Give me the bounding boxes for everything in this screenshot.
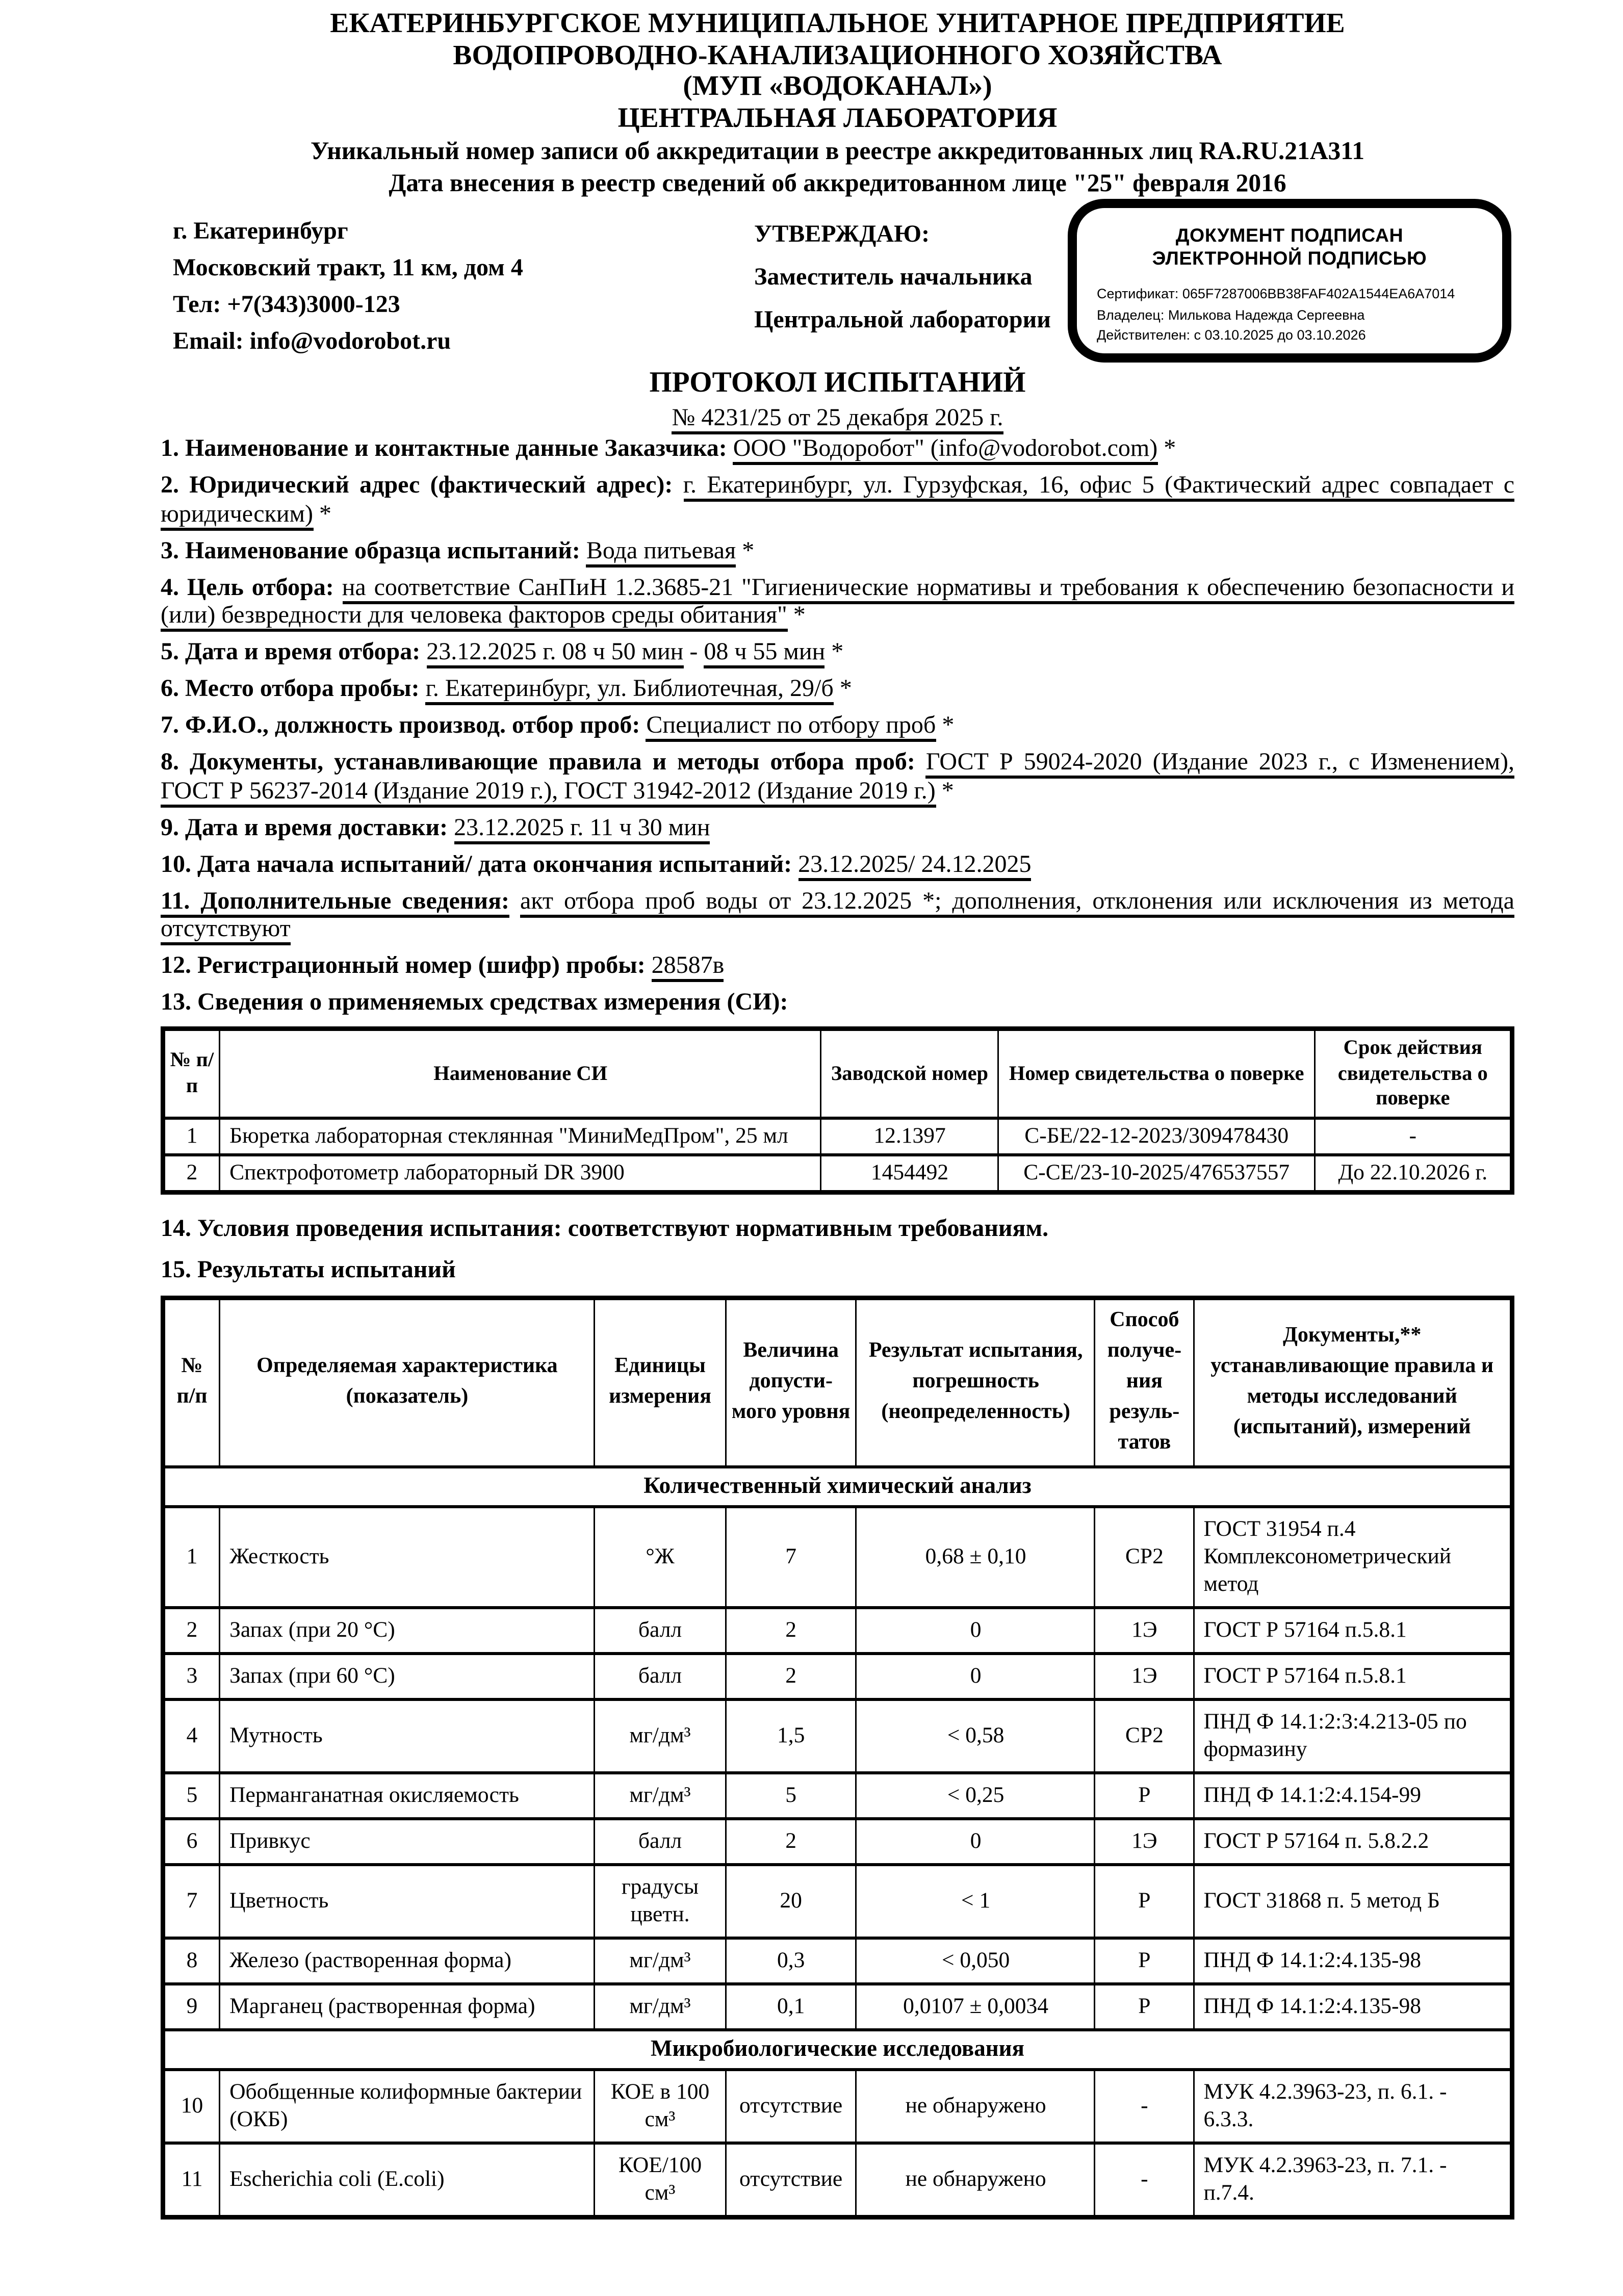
cell: МУК 4.2.3963-23, п. 6.1. - 6.3.3. xyxy=(1194,2069,1512,2143)
item-label: 10. Дата начала испытаний/ дата окончания испытаний: xyxy=(161,851,792,878)
cell: КОЕ/100 см³ xyxy=(595,2143,726,2217)
cell: 3 xyxy=(163,1653,220,1699)
item-value: Специалист по отбору проб xyxy=(646,713,936,742)
cell: Р xyxy=(1095,1772,1194,1818)
cell: градусы цветн. xyxy=(595,1864,726,1938)
cell: Цветность xyxy=(220,1864,595,1938)
stamp-title-line2: ЭЛЕКТРОННОЙ ПОДПИСЬЮ xyxy=(1152,248,1427,269)
item-suffix: * xyxy=(787,603,806,629)
cell: Запах (при 60 °С) xyxy=(220,1653,595,1699)
item-11 xyxy=(161,888,1514,945)
cell: 0 xyxy=(856,1818,1095,1864)
results-table xyxy=(161,1295,1514,2219)
cell: Обобщенные колиформные бактерии (ОКБ) xyxy=(220,2069,595,2143)
item-label: 5. Дата и время отбора: xyxy=(161,639,421,665)
lab-contacts xyxy=(173,214,523,361)
cell: СР2 xyxy=(1095,1506,1194,1607)
cell: КОЕ в 100 см³ xyxy=(595,2069,726,2143)
cell: 1Э xyxy=(1095,1607,1194,1653)
cell: 2 xyxy=(163,1154,220,1192)
stamp-title-line1: ДОКУМЕНТ ПОДПИСАН xyxy=(1175,225,1404,246)
cell: 9 xyxy=(163,1983,220,2029)
cell: °Ж xyxy=(595,1506,726,1607)
item-suffix: * xyxy=(1157,436,1176,462)
section-microbiology xyxy=(163,2029,1512,2069)
cell: 6 xyxy=(163,1818,220,1864)
cell: Бюретка лабораторная стеклянная "МиниМедПром", 25 мл xyxy=(220,1118,821,1154)
cell: - xyxy=(1315,1118,1512,1154)
cell: Р xyxy=(1095,1864,1194,1938)
cell: С-СЕ/23-10-2025/476537557 xyxy=(998,1154,1315,1192)
cell: 10 xyxy=(163,2069,220,2143)
results-header-units: Единицы измерения xyxy=(595,1297,726,1466)
cell: 11 xyxy=(163,2143,220,2217)
numbered-items xyxy=(161,436,1514,1018)
cell: 1,5 xyxy=(726,1699,857,1772)
accreditation-number-line: Уникальный номер записи об аккредитации в реестре аккредитованных лиц RA.RU.21A311 xyxy=(310,136,1365,165)
item-label: 13. Сведения о применяемых средствах измерения (СИ): xyxy=(161,990,788,1016)
cell: 8 xyxy=(163,1938,220,1983)
cell: - xyxy=(1095,2143,1194,2217)
cell: Жесткость xyxy=(220,1506,595,1607)
accreditation-date-line: Дата внесения в реестр сведений об аккредитованном лице "25" февраля 2016 xyxy=(389,168,1286,197)
item-7 xyxy=(161,713,1514,741)
cell: балл xyxy=(595,1818,726,1864)
cell: мг/дм³ xyxy=(595,1983,726,2029)
cell: < 0,58 xyxy=(856,1699,1095,1772)
cell: отсутствие xyxy=(726,2069,857,2143)
item-value: 23.12.2025 г. 08 ч 50 мин xyxy=(426,639,683,668)
cell: 2 xyxy=(726,1653,857,1699)
cell: ГОСТ 31954 п.4 Комплексонометрический метод xyxy=(1194,1506,1512,1607)
approval-block xyxy=(754,214,1051,343)
approval-word: УТВЕРЖДАЮ: xyxy=(754,222,930,248)
result-row xyxy=(163,1983,1512,2029)
item-value: ГОСТ Р 59024-2020 (Издание 2023 г., с Изменением), ГОСТ Р 56237-2014 (Издание 2019 г.), ГОСТ 31942-2012 (Издание 2019 г.) xyxy=(161,750,1514,807)
cell: Перманганатная окисляемость xyxy=(220,1772,595,1818)
cell: 4 xyxy=(163,1699,220,1772)
cell: не обнаружено xyxy=(856,2143,1095,2217)
cell: < 0,050 xyxy=(856,1938,1095,1983)
item-suffix: * xyxy=(825,639,844,665)
result-row xyxy=(163,1653,1512,1699)
cell: 7 xyxy=(163,1864,220,1938)
cell: 2 xyxy=(726,1818,857,1864)
stamp-owner: Владелец: Милькова Надежда Сергеевна xyxy=(1097,306,1365,322)
item-13 xyxy=(161,990,1514,1018)
cell: 1 xyxy=(163,1118,220,1154)
result-row xyxy=(163,1938,1512,1983)
approver-position-line2: Центральной лаборатории xyxy=(754,307,1051,333)
org-name-line3: (МУП «ВОДОКАНАЛ») xyxy=(683,72,992,102)
cell: Привкус xyxy=(220,1818,595,1864)
stamp-details xyxy=(1097,285,1482,347)
cell: 1Э xyxy=(1095,1653,1194,1699)
item-value: г. Екатеринбург, ул. Библиотечная, 29/б xyxy=(426,676,834,705)
si-header-name: Наименование СИ xyxy=(220,1029,821,1118)
item-value: Вода питьевая xyxy=(586,538,736,567)
cell: Спектрофотометр лабораторный DR 3900 xyxy=(220,1154,821,1192)
cell: отсутствие xyxy=(726,2143,857,2217)
item-value: г. Екатеринбург, ул. Гурзуфская, 16, офис 5 (Фактический адрес совпадает с юридическим) xyxy=(161,473,1514,530)
cell: ГОСТ Р 57164 п.5.8.1 xyxy=(1194,1653,1512,1699)
cell: 0,1 xyxy=(726,1983,857,2029)
cell: ПНД Ф 14.1:2:3:4.213-05 по формазину xyxy=(1194,1699,1512,1772)
cell: не обнаружено xyxy=(856,2069,1095,2143)
result-row xyxy=(163,1506,1512,1607)
cell: < 0,25 xyxy=(856,1772,1095,1818)
header-zone xyxy=(161,199,1514,436)
approver-position-line1: Заместитель начальника xyxy=(754,265,1033,291)
stamp-certificate: Сертификат: 065F7287006BB38FAF402A1544EA6A7014 xyxy=(1097,286,1455,301)
cell: 2 xyxy=(726,1607,857,1653)
cell: 0,0107 ± 0,0034 xyxy=(856,1983,1095,2029)
item-suffix: * xyxy=(935,778,954,804)
item-6 xyxy=(161,676,1514,705)
cell: Запах (при 20 °С) xyxy=(220,1607,595,1653)
item-1 xyxy=(161,436,1514,465)
cell: мг/дм³ xyxy=(595,1772,726,1818)
item-value: 23.12.2025/ 24.12.2025 xyxy=(798,852,1031,881)
lab-name: ЦЕНТРАЛЬНАЯ ЛАБОРАТОРИЯ xyxy=(617,103,1058,134)
cell: Р xyxy=(1095,1983,1194,2029)
cell: Марганец (растворенная форма) xyxy=(220,1983,595,2029)
item-suffix: * xyxy=(736,537,755,564)
contact-phone: Тел: +7(343)3000-123 xyxy=(173,292,400,318)
cell: мг/дм³ xyxy=(595,1699,726,1772)
result-row xyxy=(163,1607,1512,1653)
org-name-line1: ЕКАТЕРИНБУРГСКОЕ МУНИЦИПАЛЬНОЕ УНИТАРНОЕ ПРЕДПРИЯТИЕ xyxy=(330,9,1345,40)
cell: 0 xyxy=(856,1607,1095,1653)
protocol-number xyxy=(161,405,1514,433)
cell: 1 xyxy=(163,1506,220,1607)
item-suffix: * xyxy=(833,676,852,702)
si-table-row xyxy=(163,1118,1512,1154)
cell: 2 xyxy=(163,1607,220,1653)
cell: ГОСТ Р 57164 п. 5.8.2.2 xyxy=(1194,1818,1512,1864)
item-15: 15. Результаты испытаний xyxy=(161,1256,456,1283)
cell: 20 xyxy=(726,1864,857,1938)
cell: ГОСТ 31868 п. 5 метод Б xyxy=(1194,1864,1512,1938)
cell: балл xyxy=(595,1607,726,1653)
section-title: Количественный химический анализ xyxy=(163,1466,1512,1506)
result-row xyxy=(163,1699,1512,1772)
item-label: 7. Ф.И.О., должность производ. отбор проб: xyxy=(161,713,640,739)
item-value2: 08 ч 55 мин xyxy=(704,639,825,668)
section-chemical xyxy=(163,1466,1512,1506)
results-header-row xyxy=(163,1297,1512,1466)
cell: СР2 xyxy=(1095,1699,1194,1772)
cell: 5 xyxy=(726,1772,857,1818)
cell: - xyxy=(1095,2069,1194,2143)
cell: 0,68 ± 0,10 xyxy=(856,1506,1095,1607)
item-label: 4. Цель отбора: xyxy=(161,574,334,601)
cell: Escherichia coli (E.coli) xyxy=(220,2143,595,2217)
si-header-cert: Номер свидетельства о поверке xyxy=(998,1029,1315,1118)
cell: До 22.10.2026 г. xyxy=(1315,1154,1512,1192)
result-row xyxy=(163,1864,1512,1938)
section-title: Микробиологические исследования xyxy=(163,2029,1512,2069)
item-label: 3. Наименование образца испытаний: xyxy=(161,537,580,564)
stamp-title xyxy=(1077,225,1502,271)
item-4 xyxy=(161,575,1514,631)
results-header-documents: Документы,** устанавливающие правила и методы исследований (испытаний), измерений xyxy=(1194,1297,1512,1466)
item-value: акт отбора проб воды от 23.12.2025 *; дополнения, отклонения или исключения из метода отсутствуют xyxy=(161,888,1514,946)
result-row xyxy=(163,1818,1512,1864)
cell: 1Э xyxy=(1095,1818,1194,1864)
cell: 1454492 xyxy=(821,1154,998,1192)
cell: Мутность xyxy=(220,1699,595,1772)
cell: < 1 xyxy=(856,1864,1095,1938)
cell: Р xyxy=(1095,1938,1194,1983)
cell: ГОСТ Р 57164 п.5.8.1 xyxy=(1194,1607,1512,1653)
item-suffix: * xyxy=(313,501,331,527)
cell: Железо (растворенная форма) xyxy=(220,1938,595,1983)
item-5 xyxy=(161,639,1514,668)
results-header-result: Результат испытания, погрешность (неопределенность) xyxy=(856,1297,1095,1466)
cell: 0 xyxy=(856,1653,1095,1699)
item-14: 14. Условия проведения испытания: соответствуют нормативным требованиям. xyxy=(161,1215,1049,1242)
cell: ПНД Ф 14.1:2:4.135-98 xyxy=(1194,1983,1512,2029)
stamp-validity: Действителен: с 03.10.2025 до 03.10.2026 xyxy=(1097,327,1366,343)
result-row xyxy=(163,1772,1512,1818)
item-label: 8. Документы, устанавливающие правила и методы отбора проб: xyxy=(161,750,915,776)
cell: ПНД Ф 14.1:2:4.154-99 xyxy=(1194,1772,1512,1818)
item-8 xyxy=(161,750,1514,806)
item-10 xyxy=(161,852,1514,880)
org-name-line2: ВОДОПРОВОДНО-КАНАЛИЗАЦИОННОГО ХОЗЯЙСТВА xyxy=(453,40,1222,71)
item-value: 23.12.2025 г. 11 ч 30 мин xyxy=(454,815,710,844)
item-12 xyxy=(161,953,1514,982)
cell: 0,3 xyxy=(726,1938,857,1983)
result-row xyxy=(163,2143,1512,2217)
digital-signature-stamp xyxy=(1068,199,1511,363)
si-table-header-row xyxy=(163,1029,1512,1118)
item-separator: - xyxy=(683,639,704,665)
item-label: 1. Наименование и контактные данные Заказчика: xyxy=(161,436,727,462)
item-value: на соответствие СанПиН 1.2.3685-21 "Гигиенические нормативы и требования к обеспечению безопасности и (или) безвредности для человека факторов среды обитания" xyxy=(161,575,1514,632)
item-3 xyxy=(161,538,1514,566)
item-label: 2. Юридический адрес (фактический адрес): xyxy=(161,473,673,499)
item-value: ООО "Водоробот" (info@vodorobot.com) xyxy=(733,436,1157,465)
results-header-method: Способ получе-ния резуль-татов xyxy=(1095,1297,1194,1466)
si-header-serial: Заводской номер xyxy=(821,1029,998,1118)
si-header-validity: Срок действия свидетельства о поверке xyxy=(1315,1029,1512,1118)
results-header-characteristic: Определяемая характеристика (показатель) xyxy=(220,1297,595,1466)
results-header-limit: Величина допусти-мого уровня xyxy=(726,1297,857,1466)
item-2 xyxy=(161,473,1514,529)
si-table xyxy=(161,1026,1514,1194)
protocol-number-value: № 4231/25 от 25 декабря 2025 г. xyxy=(672,405,1003,434)
cell: С-БЕ/22-12-2023/309478430 xyxy=(998,1118,1315,1154)
cell: ПНД Ф 14.1:2:4.135-98 xyxy=(1194,1938,1512,1983)
si-header-num: № п/п xyxy=(163,1029,220,1118)
cell: 5 xyxy=(163,1772,220,1818)
contact-address: Московский тракт, 11 км, дом 4 xyxy=(173,255,523,281)
cell: балл xyxy=(595,1653,726,1699)
item-9 xyxy=(161,815,1514,843)
cell: МУК 4.2.3963-23, п. 7.1. - п.7.4. xyxy=(1194,2143,1512,2217)
result-row xyxy=(163,2069,1512,2143)
item-label: 9. Дата и время доставки: xyxy=(161,814,448,841)
contact-city: г. Екатеринбург xyxy=(173,219,348,245)
contact-email: Email: info@vodorobot.ru xyxy=(173,329,451,355)
item-suffix: * xyxy=(936,713,955,739)
si-table-row xyxy=(163,1154,1512,1192)
results-header-num: № п/п xyxy=(163,1297,220,1466)
item-label: 12. Регистрационный номер (шифр) пробы: xyxy=(161,953,646,979)
cell: 7 xyxy=(726,1506,857,1607)
item-value: 28587в xyxy=(652,953,725,982)
cell: 12.1397 xyxy=(821,1118,998,1154)
protocol-title: ПРОТОКОЛ ИСПЫТАНИЙ xyxy=(649,367,1026,399)
item-label: 6. Место отбора пробы: xyxy=(161,676,420,702)
cell: мг/дм³ xyxy=(595,1938,726,1983)
item-label: 11. Дополнительные сведения: xyxy=(161,888,509,917)
